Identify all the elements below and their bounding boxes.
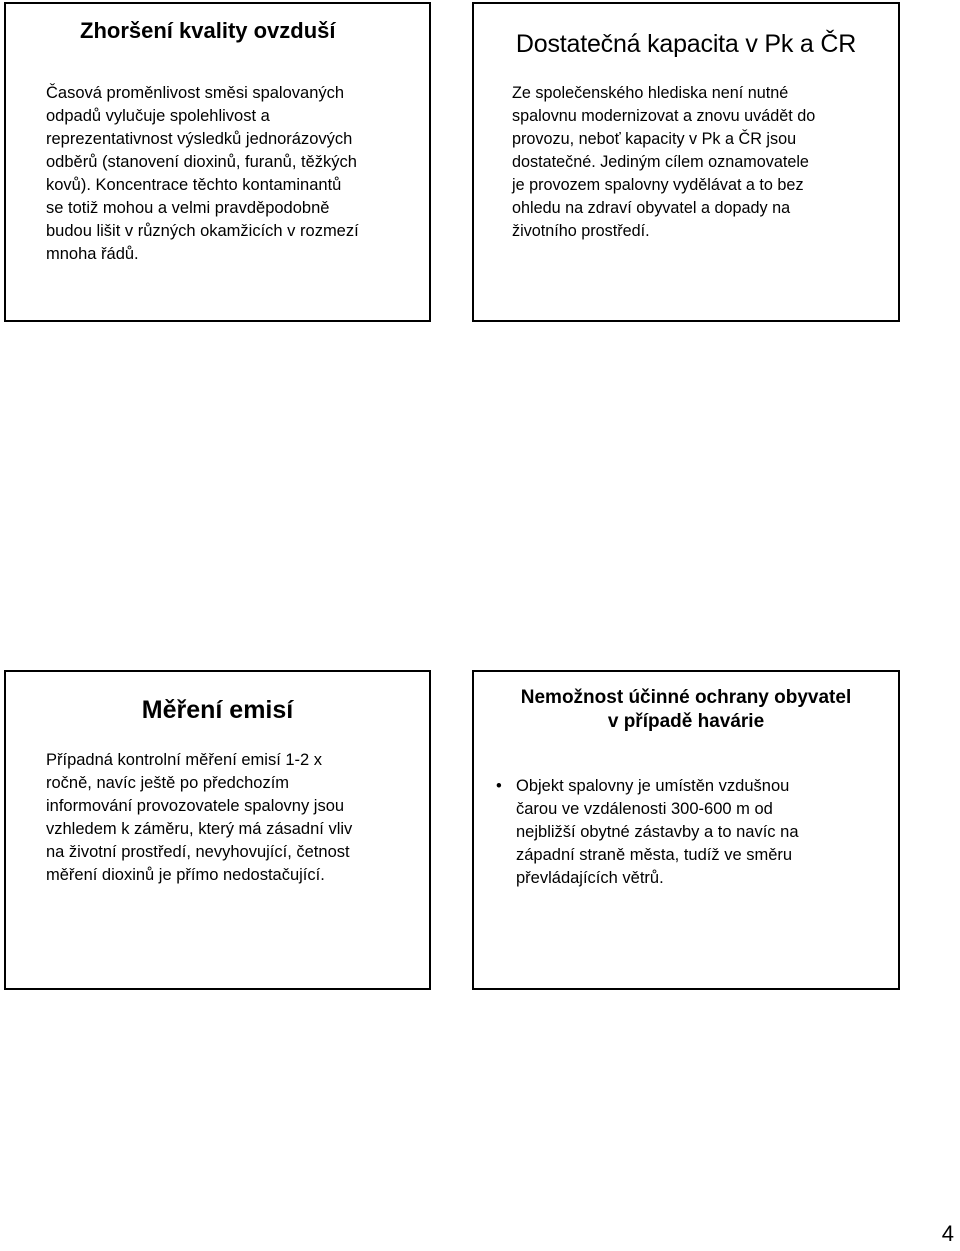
slide-body: Ze společenského hlediska není nutné spalovnu modernizovat a znovu uvádět do provozu, neboť kapacity v Pk a ČR jsou dostatečné. Jediným cílem oznamovatele je provozem spalovny vydělávat a to bez ohledu na zdraví obyvatel a dopady na životního prostředí. [512,84,816,240]
page-number: 4 [941,1221,954,1246]
list-item [496,775,799,890]
slide-title: Dostatečná kapacita v Pk a ČR [515,30,857,58]
slide-body: Časová proměnlivost směsi spalovaných odpadů vylučuje spolehlivost a reprezentativnost výsledků jednorázových odběrů (stanovení dioxinů, furanů, těžkých kovů). Koncentrace těchto kontaminantů se totiž mohou a velmi pravděpodobně budou lišit v různých okamžicích v rozmezí mnoha řádů. [46,84,359,263]
slide-title: Zhoršení kvality ovzduší [80,18,336,43]
slide-emission-measurement [4,670,431,990]
slide-air-quality [4,2,431,322]
slide-title: Nemožnost účinné ochrany obyvatel v případě havárie [520,687,852,732]
bullet-icon: • [496,777,502,795]
slide-accident-protection [472,670,900,990]
slide-body: Případná kontrolní měření emisí 1-2 x ročně, navíc ještě po předchozím informování provozovatele spalovny jsou vzhledem k záměru, který má zásadní vliv na životní prostředí, nevyhovující, četnost měření dioxinů je přímo nedostačující. [46,751,353,884]
bullet-text: Objekt spalovny je umístěn vzdušnou čarou ve vzdálenosti 300-600 m od nejbližší obytné zástavby a to navíc na západní straně města, tudíž ve směru převládajících větrů. [516,777,799,887]
slide-capacity [472,2,900,322]
bullet-list [496,775,799,890]
slide-title: Měření emisí [141,696,294,724]
